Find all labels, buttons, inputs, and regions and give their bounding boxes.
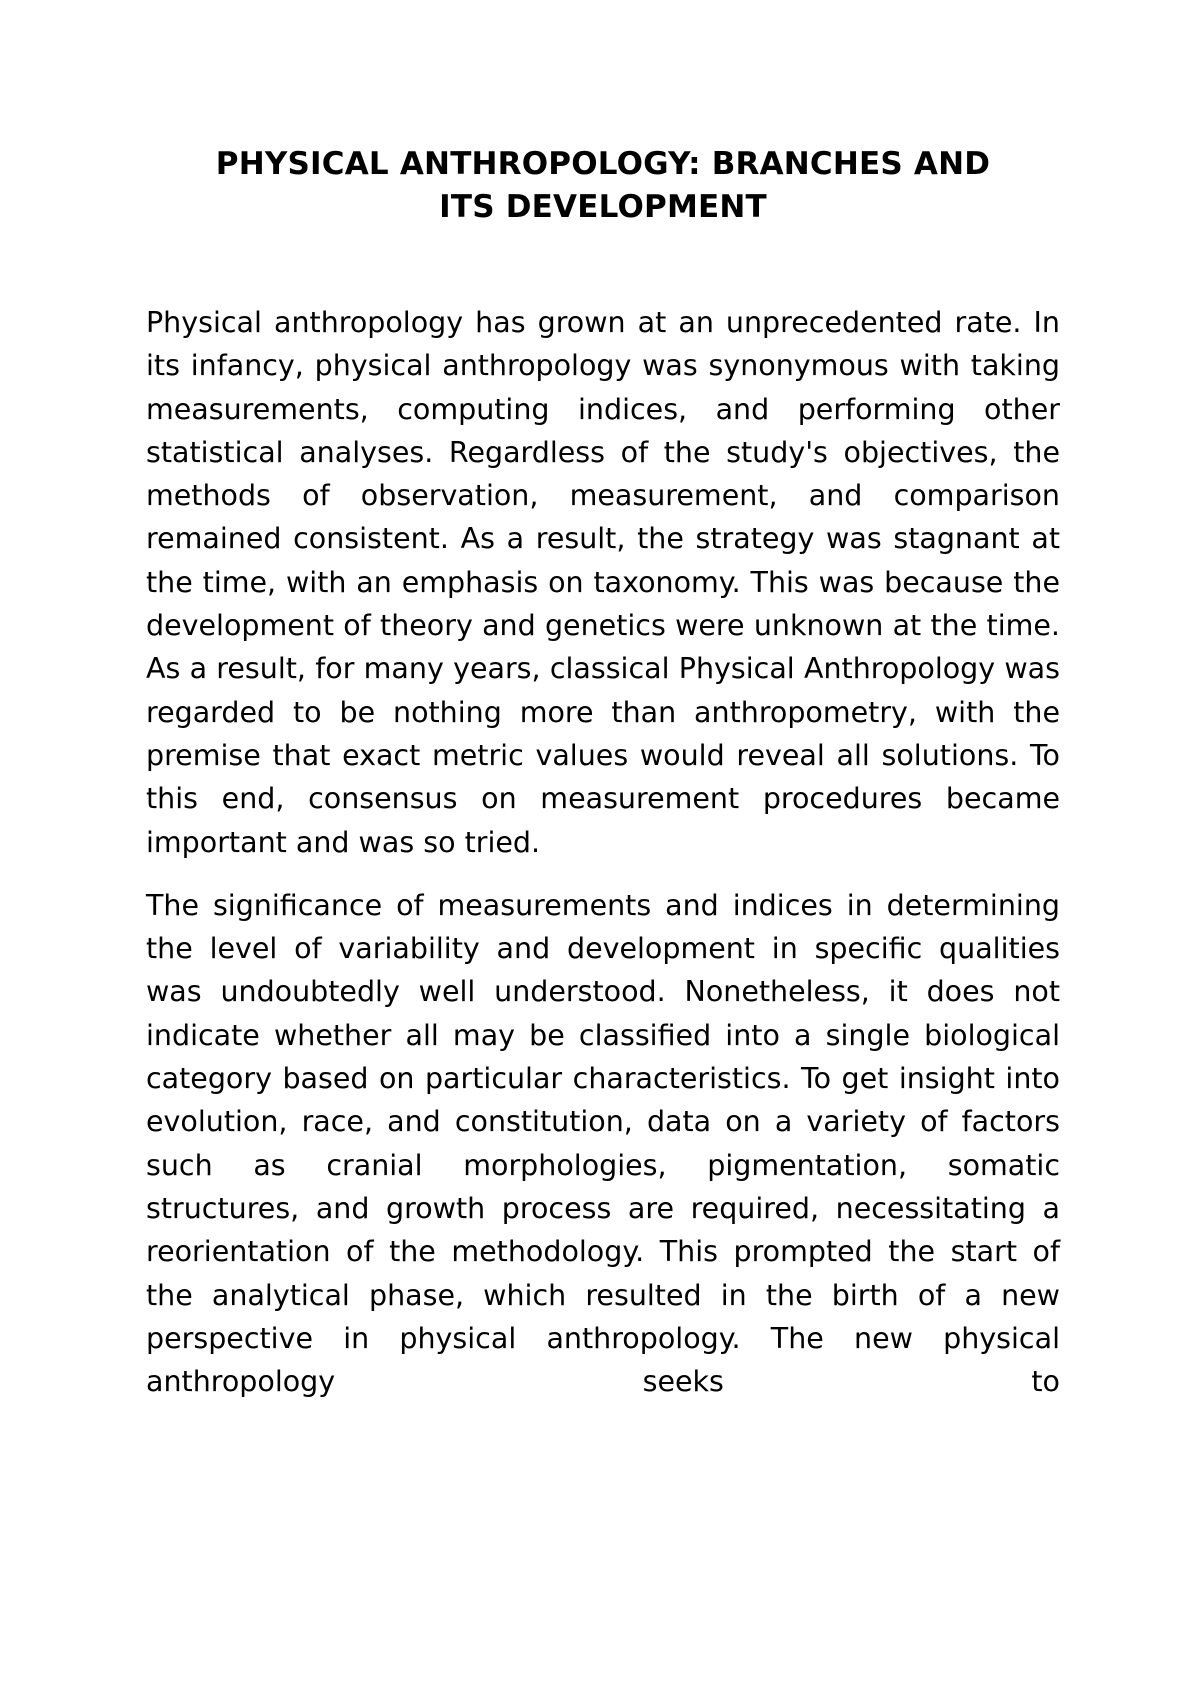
paragraph-1: Physical anthropology has grown at an unprecedented rate. In its infancy, physical anthropology was synonymous with taking measurements, computing indices, and performing other statistical analyses. Regardless of the study's objectives, the methods of observation, measurement, and comparison remained consistent. As a result, the strategy was stagnant at the time, with an emphasis on taxonomy. This was because the development of theory and genetics were unknown at the time. As a result, for many years, classical Physical Anthropology was regarded to be nothing more than anthropometry, with the premise that exact metric values would reveal all solutions. To this end, consensus on measurement procedures became important and was so tried. [146,306,1060,859]
title-line-1: PHYSICAL ANTHROPOLOGY: BRANCHES AND [215,146,991,182]
document-page [146,143,1060,1423]
paragraph-2: The significance of measurements and indices in determining the level of variability and development in specific qualities was undoubtedly well understood. Nonetheless, it does not indicate whether all may be classified into a single biological category based on particular characteristics. To get insight into evolution, race, and constitution, data on a variety of factors such as cranial morphologies, pigmentation, somatic structures, and growth process are required, necessitating a reorientation of the methodology. This prompted the start of the analytical phase, which resulted in the birth of a new perspective in physical anthropology. The new physical anthropology seeks to [146,888,1060,1399]
document-body [146,301,1060,1403]
document-title [146,143,1060,229]
title-line-2: ITS DEVELOPMENT [439,189,767,225]
